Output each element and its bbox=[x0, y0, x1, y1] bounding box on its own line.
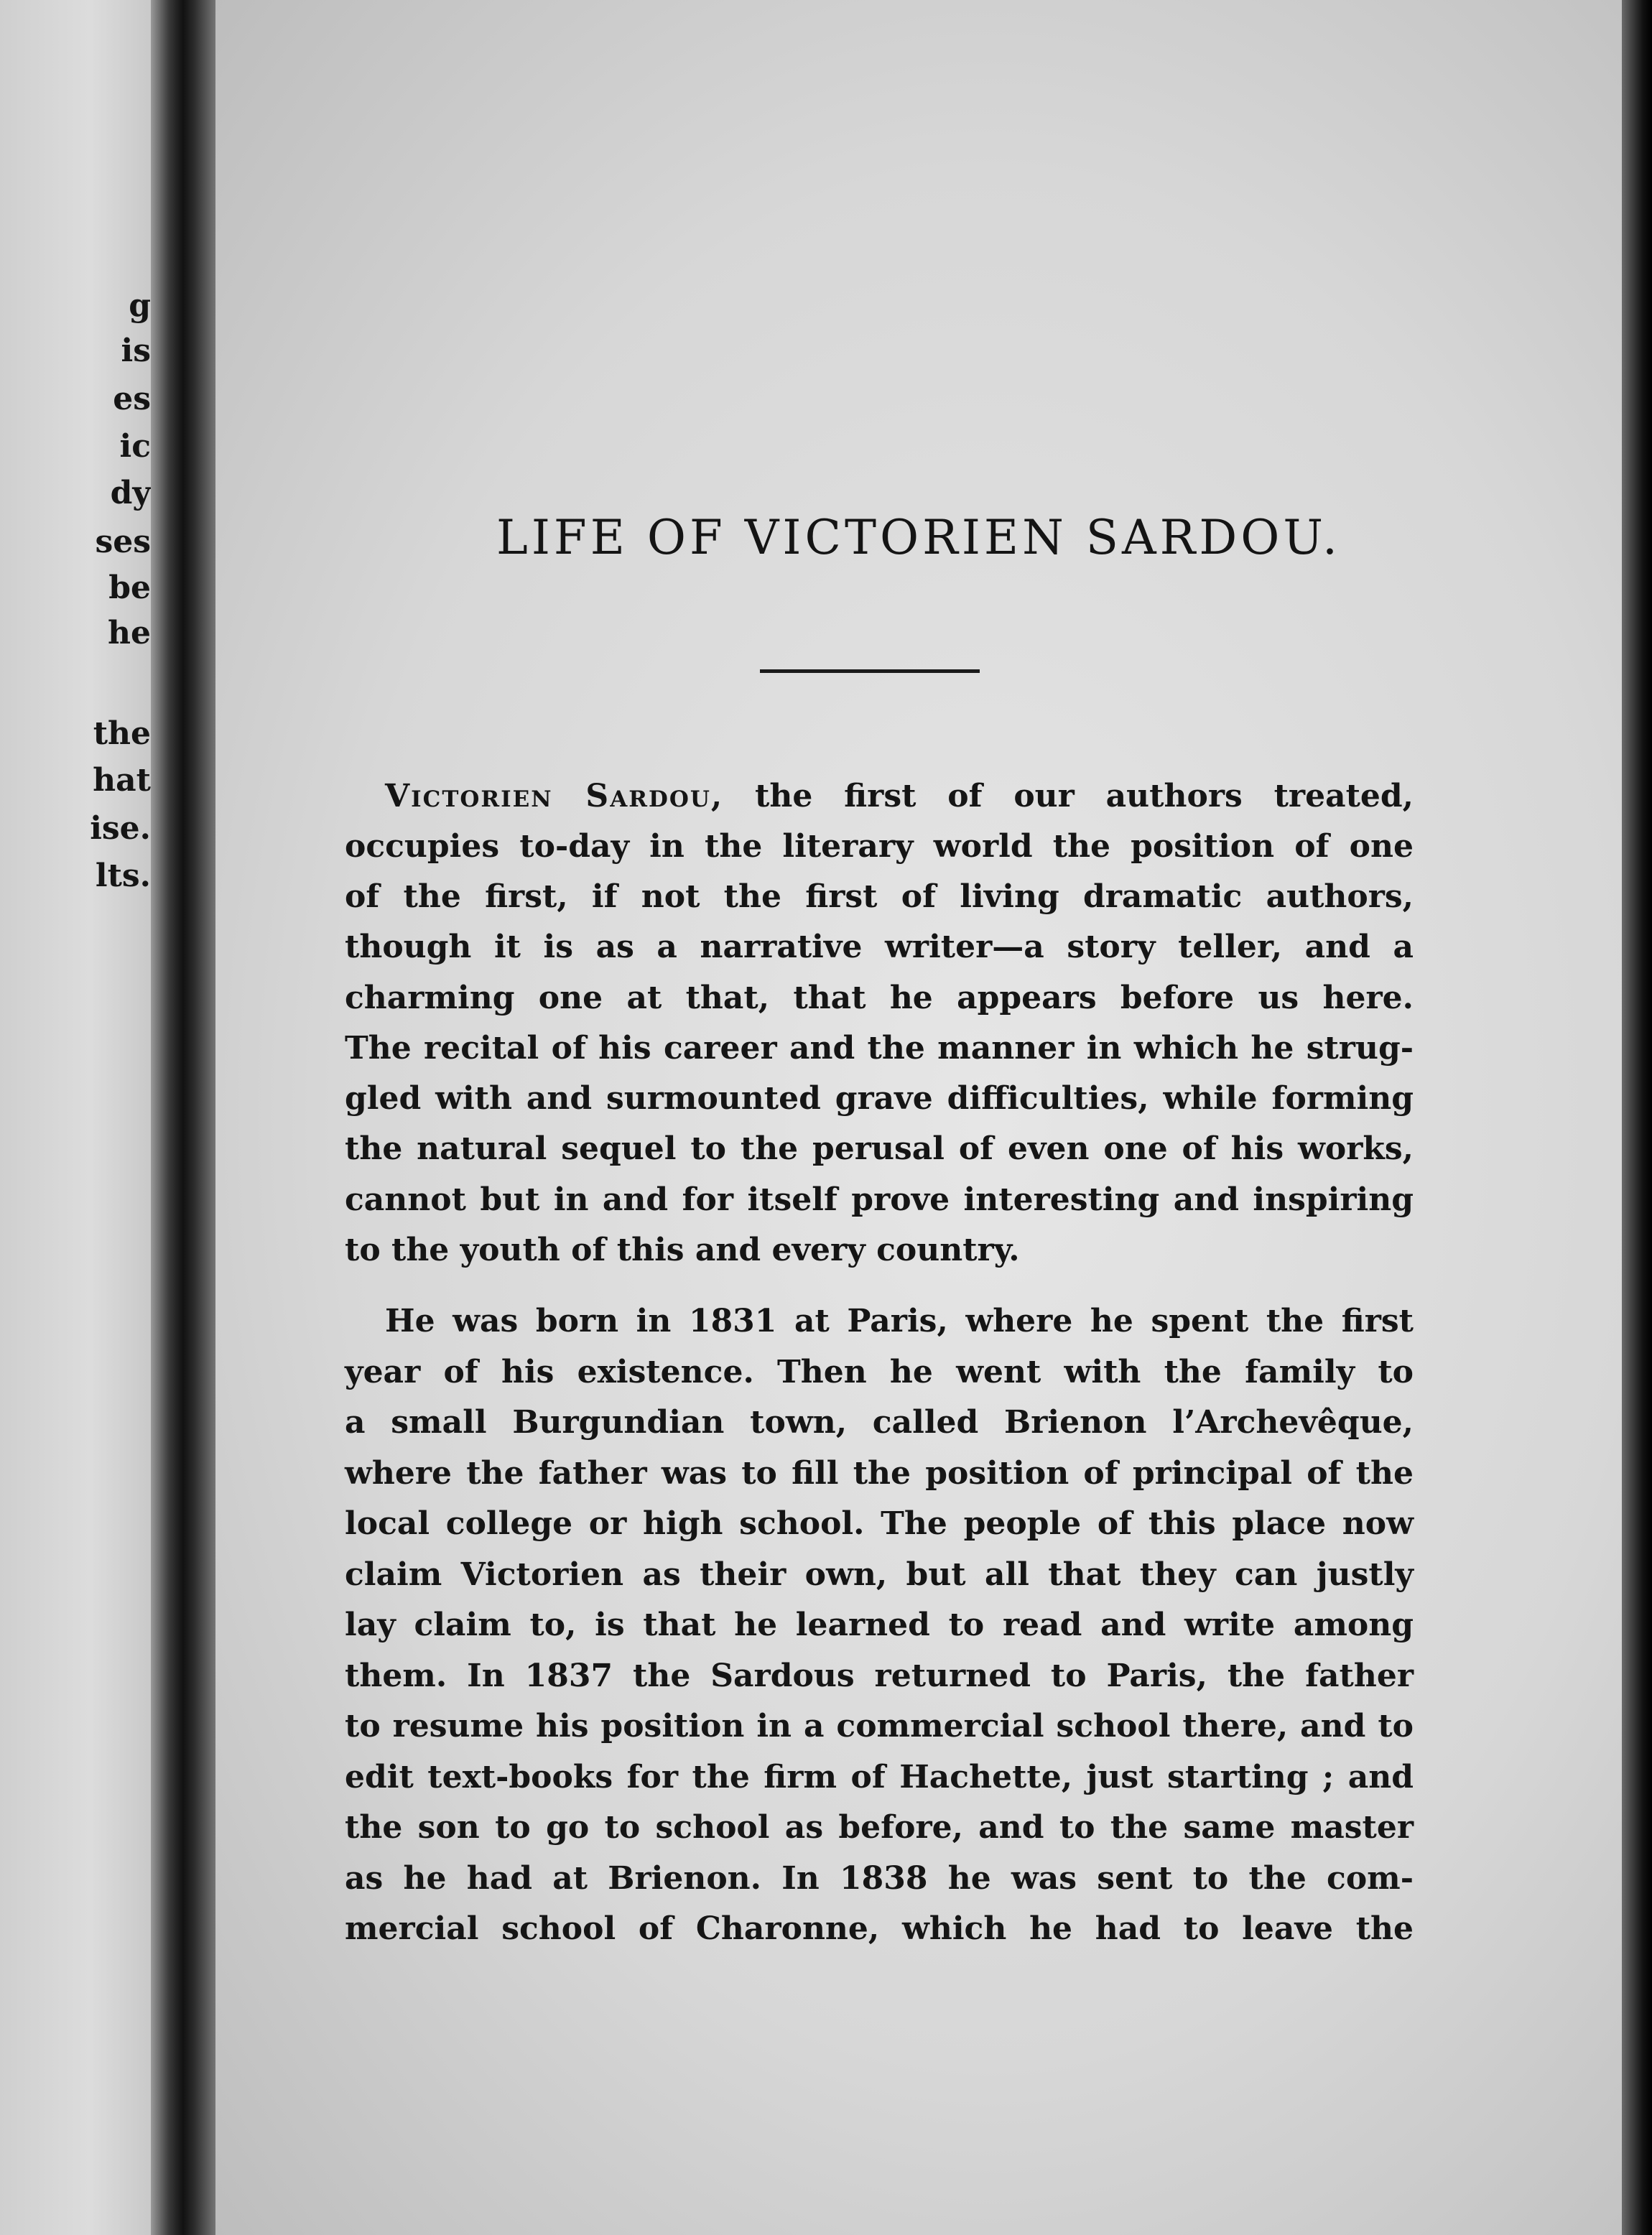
facing-page-line: he bbox=[108, 615, 151, 651]
paragraph-2-line: the son to go to school as before, and to the same master bbox=[345, 1809, 1414, 1846]
paragraph-2-line: to resume his position in a commercial school there, and to bbox=[345, 1708, 1414, 1744]
author-name-lead: Victorien Sardou, bbox=[385, 778, 724, 814]
paragraph-1-line: charming one at that, that he appears before us here. bbox=[345, 980, 1414, 1016]
paragraph-1-line: of the first, if not the first of living dramatic authors, bbox=[345, 878, 1414, 915]
paragraph-1-line: cannot but in and for itself prove interesting and inspiring bbox=[345, 1181, 1414, 1218]
paragraph-2-line: where the father was to fill the position of principal of the bbox=[345, 1455, 1414, 1492]
paragraph-2-line: mercial school of Charonne, which he had to leave the bbox=[345, 1910, 1414, 1947]
paragraph-2-line: local college or high school. The people of this place now bbox=[345, 1505, 1414, 1542]
paragraph-1-line: though it is as a narrative writer—a story teller, and a bbox=[345, 929, 1414, 965]
facing-page-line: es bbox=[113, 381, 151, 417]
paragraph-1-line: to the youth of this and every country. bbox=[345, 1232, 1020, 1268]
facing-page-fragment bbox=[0, 0, 151, 2235]
paragraph-2-line: as he had at Brienon. In 1838 he was sent to the com- bbox=[345, 1860, 1414, 1897]
paragraph-1-line: The recital of his career and the manner in which he strug- bbox=[345, 1030, 1414, 1067]
book-gutter bbox=[151, 0, 223, 2235]
paragraph-1-line: the natural sequel to the perusal of even one of his works, bbox=[345, 1130, 1414, 1167]
title-rule bbox=[760, 669, 980, 673]
paragraph-2-line: a small Burgundian town, called Brienon l’Archevêque, bbox=[345, 1404, 1414, 1441]
paragraph-2-line: He was born in 1831 at Paris, where he spent the first bbox=[385, 1303, 1414, 1339]
paragraph-2-line: claim Victorien as their own, but all that they can justly bbox=[345, 1556, 1414, 1593]
paragraph-2-line: them. In 1837 the Sardous returned to Paris, the father bbox=[345, 1658, 1414, 1694]
facing-page-line: g bbox=[129, 287, 151, 324]
page-edge bbox=[1622, 0, 1652, 2235]
facing-page-line: ic bbox=[119, 428, 151, 465]
paragraph-2-line: lay claim to, is that he learned to read and write among bbox=[345, 1607, 1414, 1643]
facing-page-line: ise. bbox=[90, 810, 151, 847]
facing-page-line: lts. bbox=[95, 858, 151, 894]
facing-page-line: the bbox=[93, 715, 151, 752]
paragraph-2-line: edit text-books for the firm of Hachette, just starting ; and bbox=[345, 1759, 1414, 1795]
book-page bbox=[215, 0, 1622, 2235]
paragraph-2-line: year of his existence. Then he went with the family to bbox=[345, 1354, 1414, 1390]
facing-page-line: ses bbox=[95, 524, 151, 560]
chapter-title: LIFE OF VICTORIEN SARDOU. bbox=[496, 510, 1341, 565]
facing-page-line: is bbox=[121, 333, 151, 369]
paragraph-1-line: occupies to-day in the literary world the position of one bbox=[345, 828, 1414, 865]
facing-page-line: be bbox=[108, 570, 151, 606]
facing-page-line: hat bbox=[93, 762, 151, 799]
paragraph-1-line: gled with and surmounted grave difficulties, while forming bbox=[345, 1080, 1414, 1117]
paragraph-1-line: Victorien Sardou, the first of our authors treated, bbox=[385, 778, 1414, 814]
facing-page-line: dy bbox=[110, 475, 151, 511]
